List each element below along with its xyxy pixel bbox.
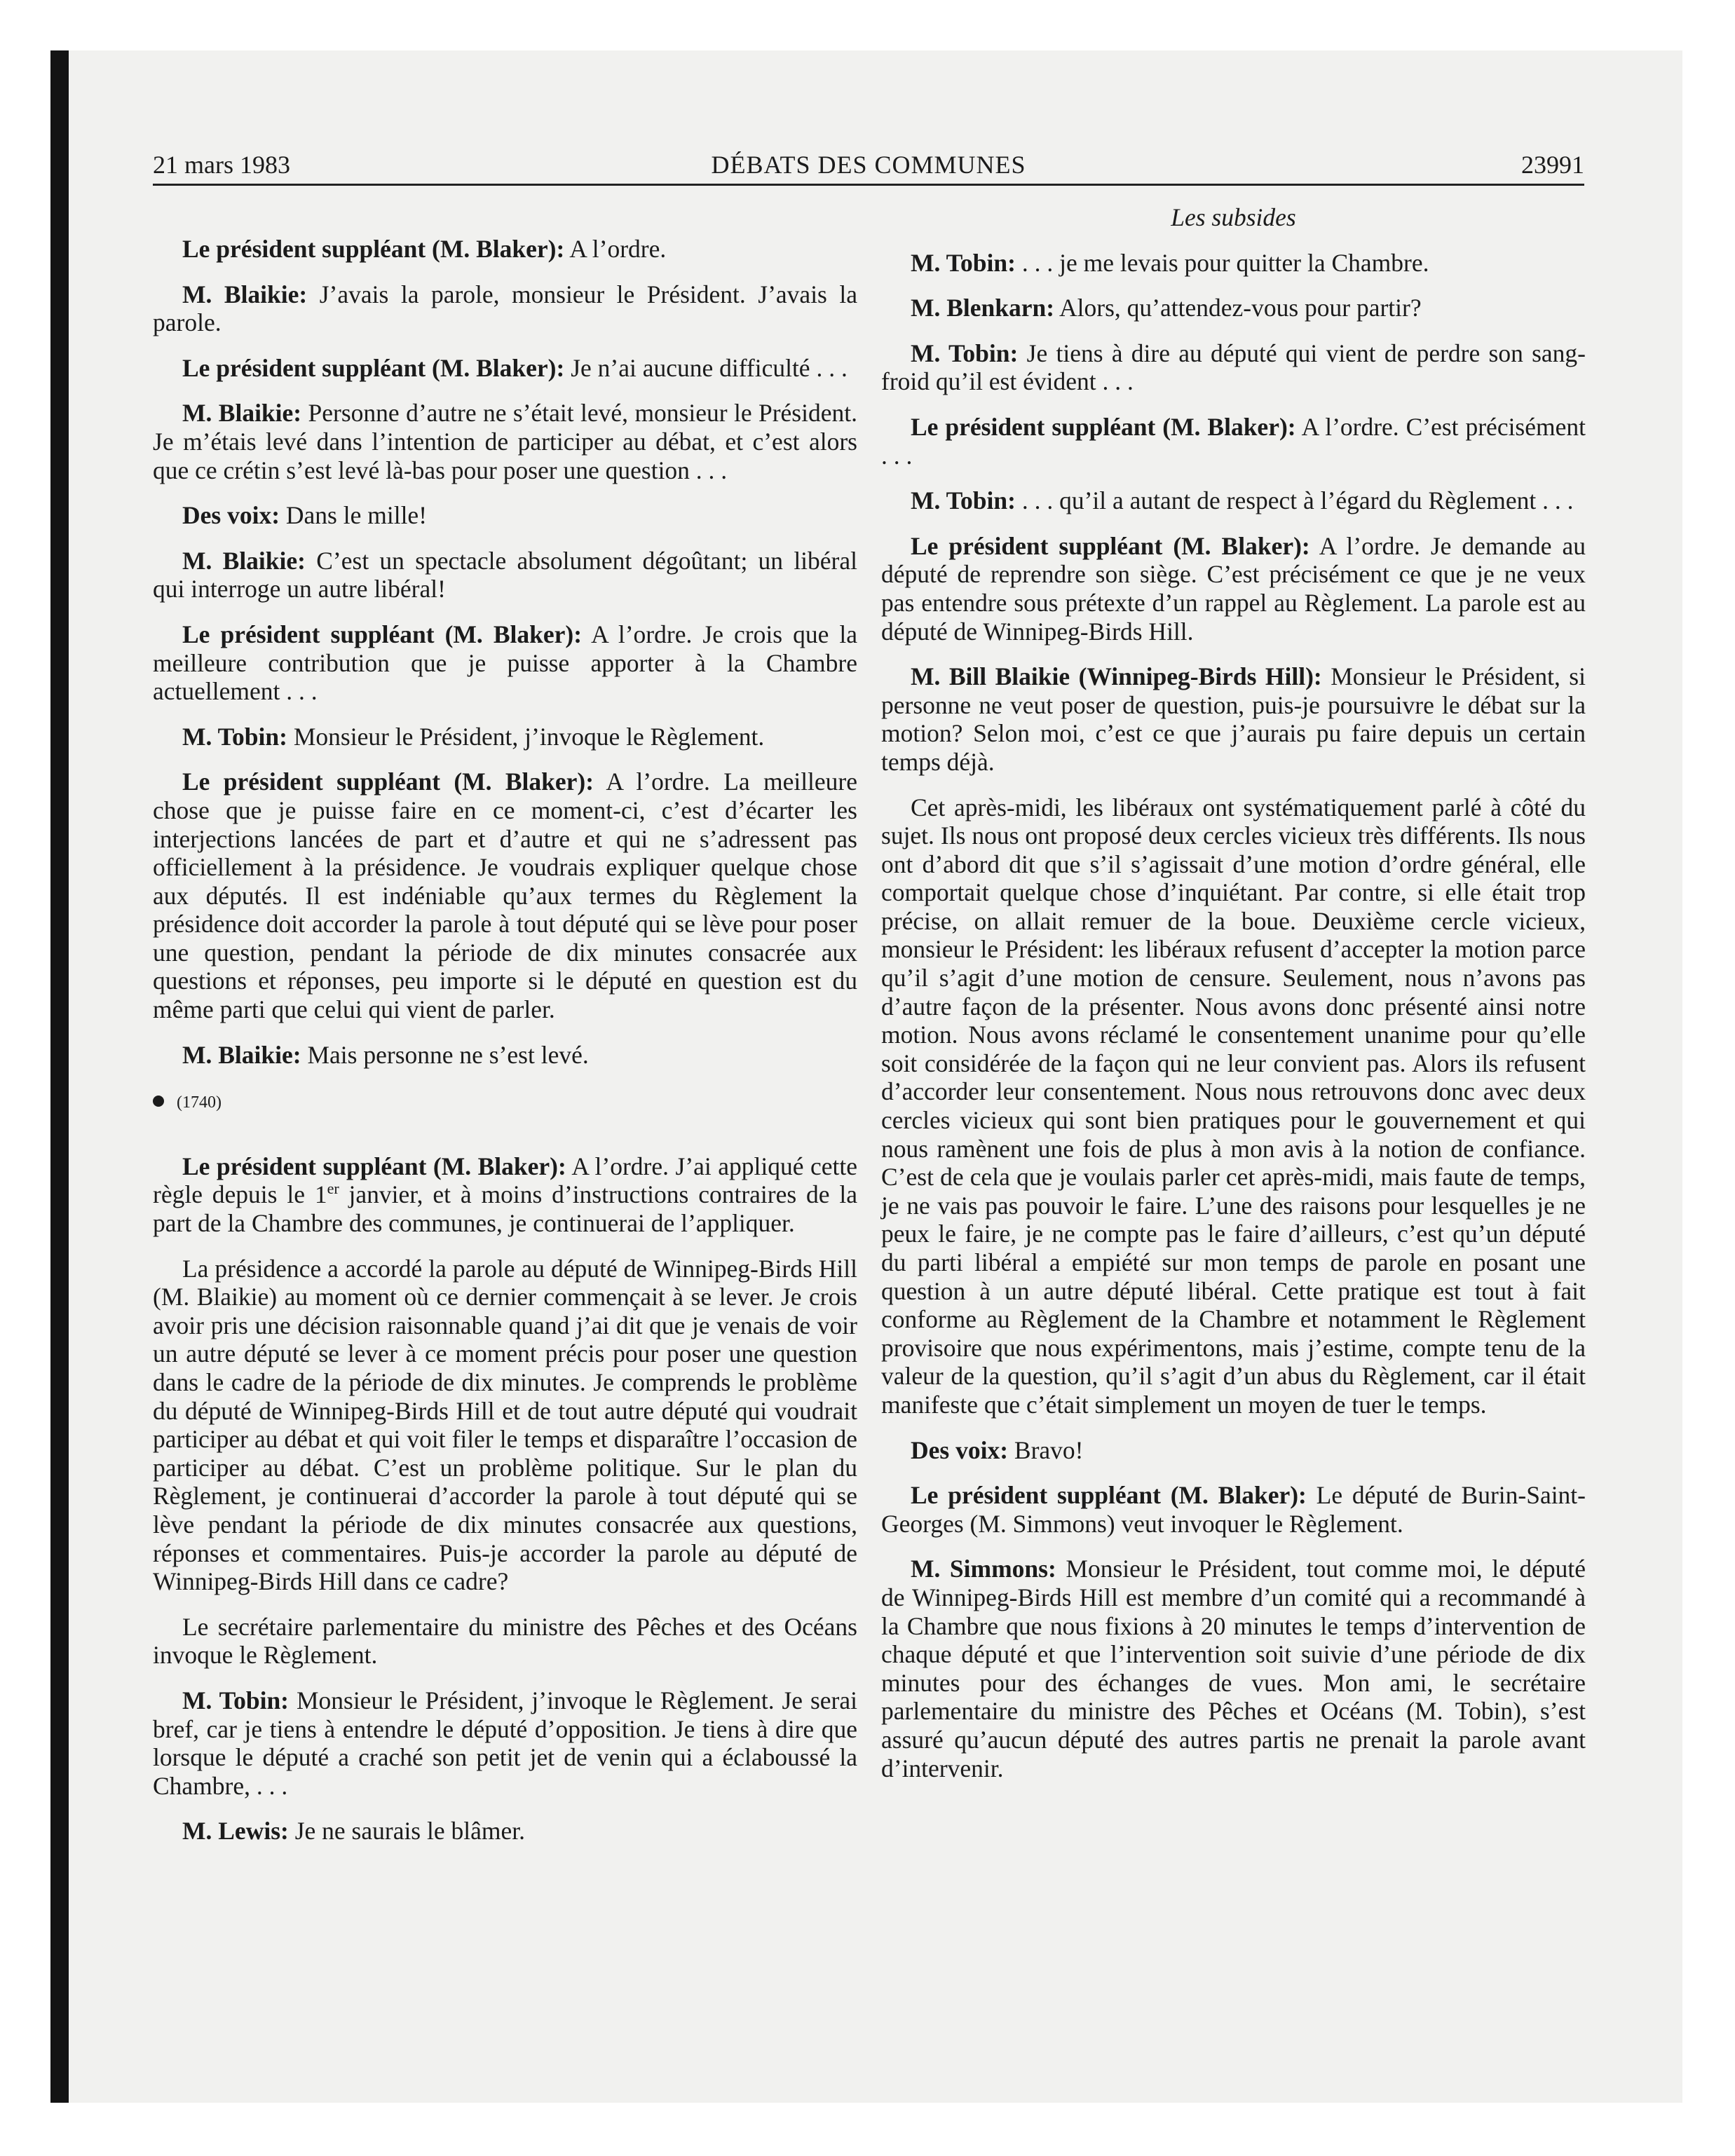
speaker-name: M. Tobin: <box>911 486 1016 515</box>
speaker-name: Des voix: <box>911 1435 1009 1464</box>
speech-text: Monsieur le Président, j’invoque le Règlement. <box>287 722 765 751</box>
speech-text: A l’ordre. C’est précisément . . . <box>881 412 1586 470</box>
speaker-name: M. Bill Blaikie (Winnipeg-Birds Hill): <box>911 662 1322 691</box>
left-column-paragraphs <box>153 235 857 1069</box>
speech-text: Je n’ai aucune difficulté . . . <box>564 353 848 382</box>
speaker-name: Le président suppléant (M. Blaker): <box>182 620 583 648</box>
speaker-name: Le président suppléant (M. Blaker): <box>911 412 1296 441</box>
speech-text: A l’ordre. Je demande au député de reprendre son siège. C’est précisément ce que je ne veux pas entendre sous prétexte d’un rappel au Règlement. La parole est au député de Winnipeg-Birds Hill. <box>881 531 1586 646</box>
speech-text: Monsieur le Président, tout comme moi, le député de Winnipeg-Birds Hill est membre d’un comité qui a recommandé à la Chambre que nous fixions à 20 minutes le temps d’intervention de chaque député et que l’intervention soit suivie d’une période de dix minutes pour des échanges de vues. Mon ami, le secrétaire parlementaire du ministre des Pêches et Océans (M. Tobin), s’est assuré qu’aucun député des autres partis ne prenait la parole avant d’intervenir. <box>881 1555 1586 1782</box>
right-column-paragraphs <box>881 249 1586 1783</box>
speech-text: Monsieur le Président, j’invoque le Règlement. Je serai bref, car je tiens à entendre le député d’opposition. Je tiens à dire que lorsque le député a craché son petit jet de venin qui a éclaboussé la Chambre, . . . <box>153 1686 857 1800</box>
paragraph <box>153 547 857 603</box>
speaker-name: Le président suppléant (M. Blaker): <box>182 1152 566 1180</box>
page-header <box>153 149 1584 186</box>
paragraph <box>881 793 1586 1419</box>
header-date: 21 mars 1983 <box>153 151 290 179</box>
speech-text: A l’ordre. <box>564 235 667 263</box>
paragraph <box>881 662 1586 776</box>
speaker-name: M. Tobin: <box>182 1686 290 1714</box>
left-column-paragraphs-b <box>153 1255 857 1845</box>
paragraph <box>881 249 1586 278</box>
speech-text: Mais personne ne s’est levé. <box>301 1040 589 1069</box>
paragraph <box>881 413 1586 470</box>
speaker-name: M. Lewis: <box>182 1817 289 1845</box>
speech-text: Monsieur le Président, si personne ne veut poser de question, puis-je poursuivre le débat sur la motion? Selon moi, c’est ce que j’aurais pu faire depuis un certain temps déjà. <box>881 662 1586 776</box>
speech-text: janvier, et à moins d’instructions contraires de la part de la Chambre des communes, je continuerai de l’appliquer. <box>153 1180 857 1238</box>
superscript: er <box>327 1180 339 1198</box>
paragraph <box>153 354 857 383</box>
time-marker-text: (1740) <box>177 1093 222 1112</box>
speaker-name: M. Tobin: <box>911 339 1019 367</box>
scan-binding-edge <box>50 50 69 2103</box>
paragraph <box>881 339 1586 396</box>
paragraph <box>881 294 1586 322</box>
speech-text: . . . qu’il a autant de respect à l’égard du Règlement . . . <box>1015 486 1574 515</box>
speaker-name: M. Blaikie: <box>182 399 302 428</box>
speaker-name: M. Tobin: <box>182 722 287 751</box>
section-title: Les subsides <box>1171 203 1296 231</box>
speaker-name: M. Blaikie: <box>182 546 306 575</box>
speech-text: A l’ordre. J’ai appliqué cette règle depuis le 1 <box>153 1152 858 1209</box>
paragraph <box>153 1817 857 1845</box>
header-page-number: 23991 <box>1521 151 1584 179</box>
paragraph <box>881 532 1586 646</box>
paragraph <box>153 399 857 484</box>
speech-text: Le secrétaire parlementaire du ministre des Pêches et des Océans invoque le Règlement. <box>153 1612 857 1670</box>
speech-text: Personne d’autre ne s’était levé, monsieur le Président. Je m’étais levé dans l’intention de participer au débat, et c’est alors que ce crétin s’est levé là-bas pour poser une question . . . <box>153 399 857 484</box>
paragraph <box>881 1555 1586 1782</box>
paragraph <box>881 1436 1586 1465</box>
speaker-name: M. Tobin: <box>911 248 1016 277</box>
speech-text: Bravo! <box>1008 1435 1084 1464</box>
speaker-name: M. Simmons: <box>911 1555 1056 1583</box>
speaker-name: Le président suppléant (M. Blaker): <box>182 353 565 382</box>
speech-text: Je ne saurais le blâmer. <box>288 1817 525 1845</box>
speech-text: Dans le mille! <box>280 501 428 530</box>
speaker-name: Des voix: <box>182 501 280 530</box>
left-column <box>153 235 857 1862</box>
speech-text: Le député de Burin-Saint-Georges (M. Simmons) veut invoquer le Règlement. <box>881 1481 1586 1538</box>
speech-text: Je tiens à dire au député qui vient de perdre son sang-froid qu’il est évident . . . <box>881 339 1586 396</box>
speaker-name: M. Blaikie: <box>182 280 308 308</box>
speaker-name: M. Blaikie: <box>182 1040 301 1069</box>
speech-text: A l’ordre. Je crois que la meilleure contribution que je puisse apporter à la Chambre actuellement . . . <box>153 620 857 706</box>
paragraph <box>153 501 857 530</box>
speech-text: Alors, qu’attendez-vous pour partir? <box>1054 294 1422 322</box>
speech-text: J’avais la parole, monsieur le Président. J’avais la parole. <box>153 280 857 337</box>
paragraph <box>153 1255 857 1596</box>
speaker-name: M. Blenkarn: <box>911 294 1055 322</box>
paragraph <box>153 1613 857 1670</box>
time-marker <box>153 1089 857 1117</box>
paragraph <box>153 1686 857 1800</box>
paragraph <box>881 486 1586 515</box>
speech-text: La présidence a accordé la parole au député de Winnipeg-Birds Hill (M. Blaikie) au moment où ce dernier commençait à se lever. Je crois avoir pris une décision raisonnable quand j’ai dit que je venais de voir un autre député se lever à ce moment précis pour poser une question dans le cadre de la période de dix minutes. Je comprends le problème du député de Winnipeg-Birds Hill et de tout autre député qui voudrait participer au débat et qui voit filer le temps et disparaître l’occasion de participer au débat. C’est un problème politique. Sur le plan du Règlement, je continuerai d’accorder la parole à tout député qui se lève pendant la période de dix minutes consacrée aux questions, réponses et commentaires. Puis-je accorder la parole au député de Winnipeg-Birds Hill dans ce cadre? <box>153 1254 857 1596</box>
paragraph <box>153 620 857 706</box>
speaker-name: Le président suppléant (M. Blaker): <box>182 235 565 263</box>
speech-text: Cet après-midi, les libéraux ont systématiquement parlé à côté du sujet. Ils nous ont proposé deux cercles vicieux très différents. Ils nous ont d’abord dit que s’il s’agissait d’une motion d’ordre général, elle comportait quelque chose d’inquiétant. Par contre, si elle était trop précise, on allait remuer de la boue. Deuxième cercle vicieux, monsieur le Président: les libéraux refusent d’accepter la motion parce qu’il s’agit d’une motion de censure. Seulement, nous n’avons pas d’autre façon de la présenter. Nous avons donc présenté ainsi notre motion. Nous avons réclamé le consentement unanime pour qu’elle soit considérée de la façon qui ne leur convient pas. Alors ils refusent d’accorder leur consentement. Nous nous retrouvons donc avec deux cercles vicieux qui sont bien pratiques pour le gouvernement et qui nous ramènent une fois de plus à mon avis à la notion de confiance. C’est de cela que je voulais parler cet après-midi, mais faute de temps, je ne vais pas pouvoir le faire. L’une des raisons pour lesquelles je ne peux le faire, je ne compte pas le faire d’ailleurs, c’est qu’un député du parti libéral a empiété sur mon temps de parole en posant une question à un autre député libéral. Cette pratique est tout à fait conforme au Règlement de la Chambre et notamment le Règlement provisoire que nous expérimentons, mais j’estime, compte tenu de la valeur de la question, qu’il s’agit d’un abus du Règlement, car il était manifeste que c’était simplement un moyen de tuer le temps. <box>881 793 1586 1419</box>
speech-text: . . . je me levais pour quitter la Chambre. <box>1015 248 1429 277</box>
right-column <box>881 203 1586 1799</box>
header-title: DÉBATS DES COMMUNES <box>711 151 1026 179</box>
paragraph <box>153 767 857 1023</box>
speech-text: A l’ordre. La meilleure chose que je puisse faire en ce moment-ci, c’est d’écarter les interjections lancées de part et d’autre et qui ne s’adressent pas officiellement à la présidence. Je voudrais expliquer quelque chose aux députés. Il est indéniable qu’aux termes du Règlement la présidence doit accorder la parole à tout député qui se lève pour poser une question, pendant la période de dix minutes consacrée aux questions et réponses, peu importe si le député en question est du même parti que celui qui vient de parler. <box>153 767 858 1024</box>
speaker-name: Le président suppléant (M. Blaker): <box>182 767 594 796</box>
paragraph <box>153 1041 857 1070</box>
speech-text: C’est un spectacle absolument dégoûtant; un libéral qui interroge un autre libéral! <box>153 546 857 603</box>
paragraph <box>881 1481 1586 1538</box>
paragraph <box>153 235 857 264</box>
paragraph <box>153 723 857 751</box>
bullet-icon <box>153 1096 164 1107</box>
speaker-name: Le président suppléant (M. Blaker): <box>911 1481 1307 1510</box>
paragraph <box>153 280 857 337</box>
paragraph <box>153 1152 857 1238</box>
speaker-name: Le président suppléant (M. Blaker): <box>911 531 1310 560</box>
